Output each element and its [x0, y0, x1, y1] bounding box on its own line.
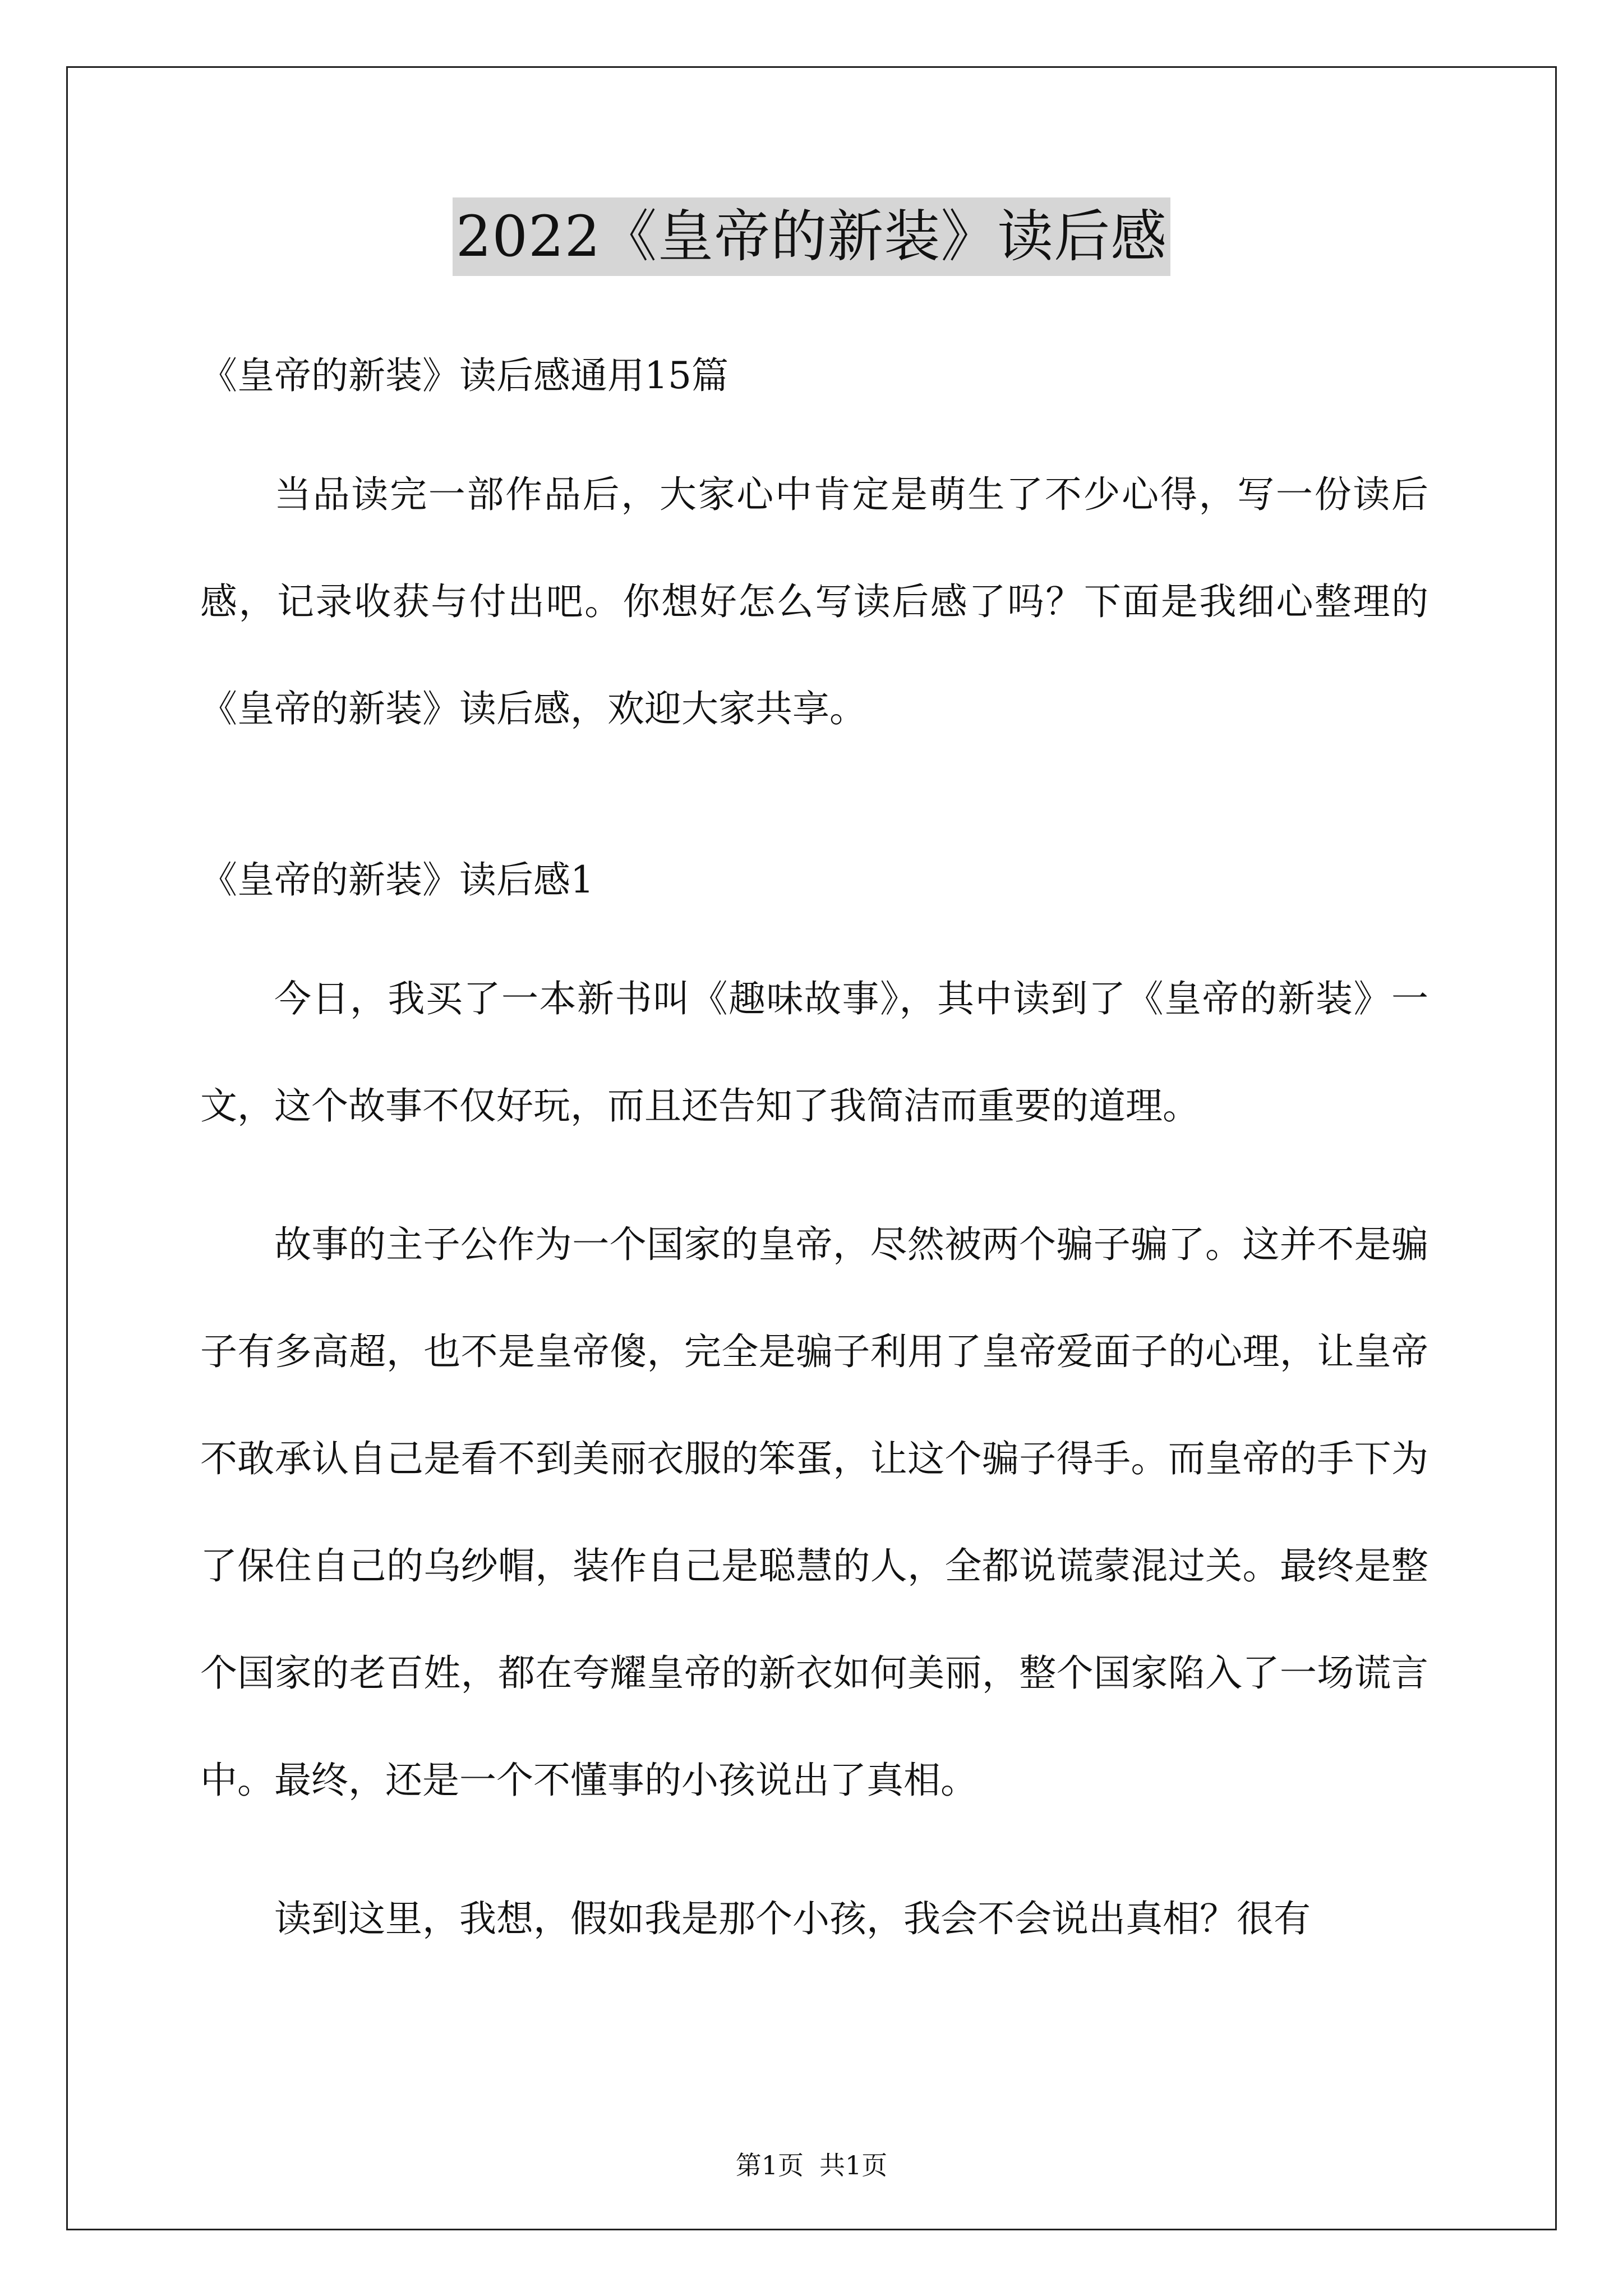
- body-paragraph: 今日，我买了一本新书叫《趣味故事》，其中读到了《皇帝的新装》一文，这个故事不仅好玩，而且还告知了我简洁而重要的道理。: [200, 977, 1428, 1128]
- page-total: 共1页: [819, 2150, 888, 2180]
- title-container: [0, 197, 1623, 276]
- document-title: 2022《皇帝的新装》读后感: [453, 197, 1171, 276]
- body-paragraph: 读到这里，我想，假如我是那个小孩，我会不会说出真相？很有: [274, 1897, 1311, 1940]
- body-paragraph: 故事的主子公作为一个国家的皇帝，尽然被两个骗子骗了。这并不是骗子有多高超，也不是皇帝傻，完全是骗子利用了皇帝爱面子的心理，让皇帝不敢承认自己是看不到美丽衣服的笨蛋，让这个骗子得手。而皇帝的手下为了保住自己的乌纱帽，装作自己是聪慧的人，全都说谎蒙混过关。最终是整个国家的老百姓，都在夸耀皇帝的新衣如何美丽，整个国家陷入了一场谎言中。最终，还是一个不懂事的小孩说出了真相。: [200, 1223, 1428, 1802]
- page-number: 第1页: [735, 2150, 804, 2180]
- document-body: [200, 342, 1428, 1972]
- section-heading: 《皇帝的新装》读后感1: [200, 858, 594, 901]
- intro-paragraph: 当品读完一部作品后，大家心中肯定是萌生了不少心得，写一份读后感，记录收获与付出吧。你想好怎么写读后感了吗？下面是我细心整理的《皇帝的新装》读后感，欢迎大家共享。: [200, 473, 1428, 730]
- document-subtitle: 《皇帝的新装》读后感通用15篇: [200, 354, 728, 397]
- page-footer: [0, 2148, 1623, 2182]
